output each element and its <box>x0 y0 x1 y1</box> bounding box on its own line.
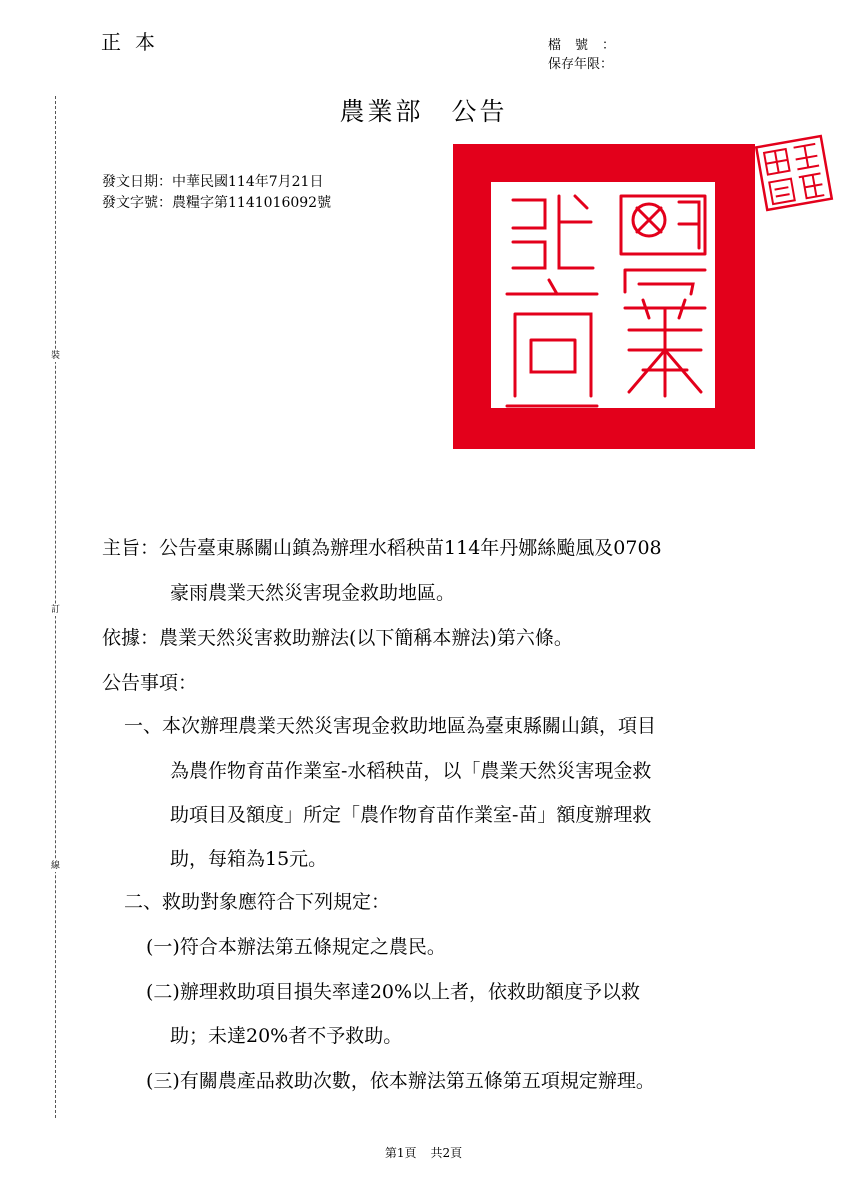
item-1-line-4: 助，每箱為15元。 <box>170 848 328 870</box>
sub-item-1: (一)符合本辦法第五條規定之農民。 <box>146 936 446 958</box>
personal-seal <box>755 135 833 212</box>
sub-item-3: (三)有關農產品救助次數，依本辦法第五條第五項規定辦理。 <box>146 1070 655 1092</box>
page-total: 共2頁 <box>430 1146 463 1160</box>
item-2: 二、救助對象應符合下列規定： <box>124 891 391 913</box>
issue-date: 發文日期：中華民國114年7月21日 <box>102 174 324 190</box>
item-1-line-1: 一、本次辦理農業天然災害現金救助地區為臺東縣關山鎮，項目 <box>124 715 657 737</box>
official-seal <box>453 144 755 449</box>
file-info <box>548 36 629 74</box>
copy-mark: 正本 <box>101 30 169 54</box>
page-footer <box>0 1144 847 1161</box>
subject-line-1: 公告臺東縣關山鎮為辦理水稻秧苗114年丹娜絲颱風及0708 <box>159 537 662 559</box>
binding-char-zhuang: 裝 <box>51 351 61 361</box>
sub-item-2-line-1: (二)辦理救助項目損失率達20%以上者，依救助額度予以救 <box>146 981 641 1003</box>
basis-label: 依據： <box>102 627 160 649</box>
subject-label: 主旨： <box>102 537 160 559</box>
subject-line-2: 豪雨農業天然災害現金救助地區。 <box>170 582 456 604</box>
retention-label: 保存年限： <box>548 57 614 72</box>
page-number: 第1頁 <box>384 1146 417 1160</box>
document-title: 農業部 公告 <box>339 97 508 126</box>
item-1-line-2: 為農作物育苗作業室-水稻秧苗，以「農業天然災害現金救 <box>170 760 652 782</box>
basis-paragraph <box>102 623 573 650</box>
basis-text: 農業天然災害救助辦法(以下簡稱本辦法)第六條。 <box>159 627 573 649</box>
item-1-line-3: 助項目及額度」所定「農作物育苗作業室-苗」額度辦理救 <box>170 804 652 826</box>
notice-items-label: 公告事項： <box>102 672 198 694</box>
sub-item-2-line-2: 助；未達20%者不予救助。 <box>170 1025 403 1047</box>
subject-paragraph <box>102 533 662 560</box>
issue-ref-number: 發文字號：農糧字第1141016092號 <box>102 195 332 211</box>
file-number-label: 檔號： <box>548 38 630 53</box>
binding-char-ding: 訂 <box>51 605 61 615</box>
binding-char-xian: 線 <box>51 861 61 871</box>
issue-info <box>102 172 331 214</box>
